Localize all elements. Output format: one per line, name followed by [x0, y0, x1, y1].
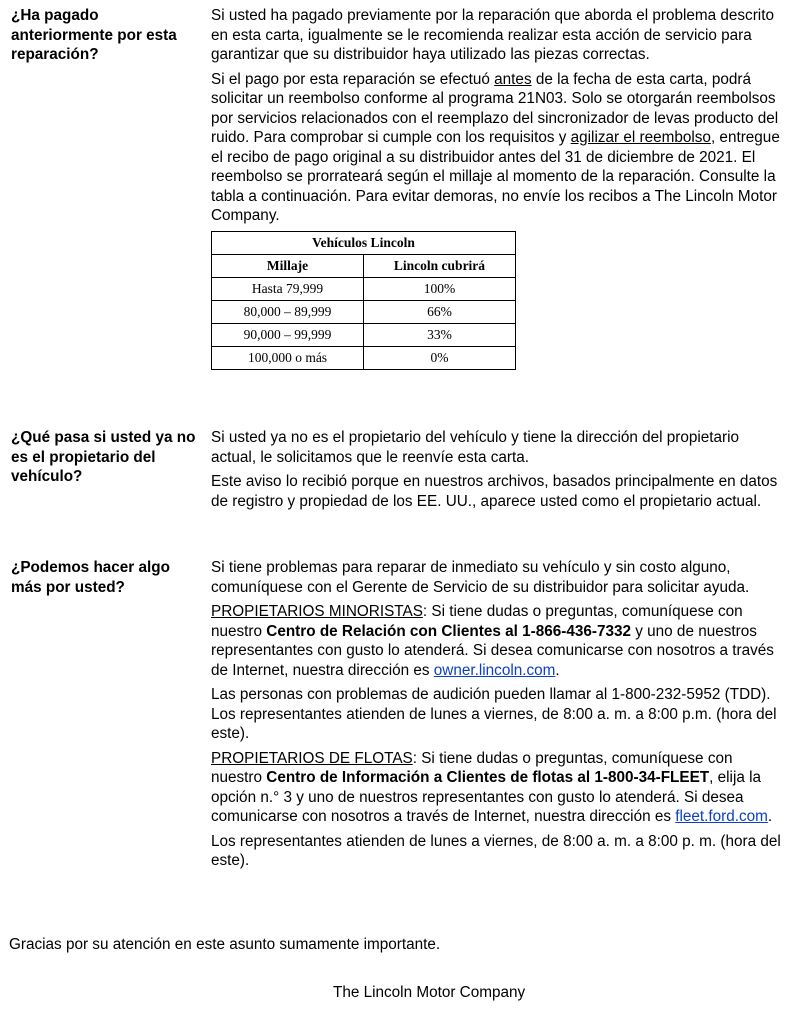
text-run: , entregue el recibo de pago original a su distribuidor antes del 31 de diciembre de 2021. El reembolso se prorrateará según el millaje al momento de la reparación. Consulte la tabla a continuación. Para evitar demoras, no envíe los recibos a The Lincoln Motor Company.: [211, 129, 780, 224]
paragraph: Si usted ha pagado previamente por la reparación que aborda el problema descrito en esta carta, igualmente se le recomienda realizar esta acción de servicio para garantizar que su distribuidor haya utilizado las piezas correctas.: [211, 7, 774, 63]
table-row: [212, 323, 516, 346]
signature: The Lincoln Motor Company: [333, 984, 526, 1001]
owner-lincoln-link[interactable]: owner.lincoln.com: [433, 661, 556, 679]
text-run: .: [767, 808, 773, 825]
table-row: [212, 300, 516, 323]
text-run: : Si tiene dudas o preguntas, comuníquese con nuestro: [211, 603, 743, 640]
table-header: Lincoln cubrirá: [364, 254, 516, 277]
paragraph: Si tiene problemas para reparar de inmediato su vehículo y sin costo alguno, comuníquese con el Gerente de Servicio de su distribuidor para solicitar ayuda.: [211, 559, 750, 596]
table-header-row: [212, 254, 516, 277]
table-cell: 100,000 o más: [212, 346, 364, 369]
paragraph: [211, 70, 784, 226]
table-header: Millaje: [212, 254, 364, 277]
text-run: de la fecha de esta carta, podrá solicitar un reembolso conforme al programa 21N03. Solo se otorgarán reembolsos por servicios relacionados con el reemplazo del sincronizador de levas producto del ruido. Para comprobar si cumple con los requisitos y: [211, 70, 779, 146]
section-answer: [211, 428, 784, 516]
text-run: Si el pago por esta reparación se efectuó: [211, 70, 495, 88]
closing-line: Gracias por su atención en este asunto sumamente importante.: [9, 936, 441, 953]
table-title-row: [212, 231, 516, 254]
fleet-center-phone: Centro de Información a Clientes de flotas al 1-800-34-FLEET: [266, 769, 710, 786]
table-cell: 66%: [364, 300, 516, 323]
section-answer: [211, 6, 784, 370]
table-cell: 0%: [364, 346, 516, 369]
text-run: : Si tiene dudas o preguntas, comuníquese con nuestro: [211, 749, 733, 786]
table-cell: 90,000 – 99,999: [212, 323, 364, 346]
table-cell: 80,000 – 89,999: [212, 300, 364, 323]
paragraph: Los representantes atienden de lunes a viernes, de 8:00 a. m. a 8:00 p. m. (hora del este).: [211, 832, 781, 869]
underlined-text: agilizar el reembolso: [570, 129, 711, 146]
paragraph: [211, 602, 784, 680]
table-title: Vehículos Lincoln: [212, 231, 516, 254]
section-question: ¿Podemos hacer algo más por usted?: [11, 559, 170, 596]
reimbursement-table: [211, 231, 516, 370]
table-row: [212, 277, 516, 300]
retail-owners-label: PROPIETARIOS MINORISTAS: [211, 603, 423, 620]
section-question: ¿Qué pasa si usted ya no es el propietario del vehículo?: [11, 429, 196, 485]
paragraph: [211, 749, 784, 827]
section-question: ¿Ha pagado anteriormente por esta reparación?: [11, 7, 177, 63]
underlined-text: antes: [494, 70, 532, 88]
table-cell: Hasta 79,999: [212, 277, 364, 300]
fleet-ford-link[interactable]: fleet.ford.com: [675, 808, 768, 825]
paragraph: Este aviso lo recibió porque en nuestros archivos, basados principalmente en datos de registro y propiedad de los EE. UU., aparece usted como el propietario actual.: [211, 473, 778, 510]
text-run: , elija la opción n.° 3 y uno de nuestros representantes con gusto lo atenderá. Si desea comunicarse con nosotros a través de Internet, nuestra dirección es: [211, 769, 762, 825]
paragraph: Las personas con problemas de audición pueden llamar al 1-800-232-5952 (TDD). Los representantes atienden de lunes a viernes, de 8:00 a. m. a 8:00 p.m. (hora del este).: [211, 686, 777, 742]
text-run: y uno de nuestros representantes con gusto lo atenderá. Si desea comunicarse con nosotros a través de Internet, nuestra dirección es: [211, 622, 774, 679]
text-run: .: [555, 661, 560, 679]
table-cell: 100%: [364, 277, 516, 300]
fleet-owners-label: PROPIETARIOS DE FLOTAS: [211, 749, 413, 767]
table-row: [212, 346, 516, 369]
paragraph: Si usted ya no es el propietario del vehículo y tiene la dirección del propietario actual, le solicitamos que le reenvíe esta carta.: [211, 429, 740, 466]
customer-relationship-phone: Centro de Relación con Clientes al 1-866-436-7332: [266, 622, 632, 640]
section-answer: [211, 558, 784, 876]
table-cell: 33%: [364, 323, 516, 346]
